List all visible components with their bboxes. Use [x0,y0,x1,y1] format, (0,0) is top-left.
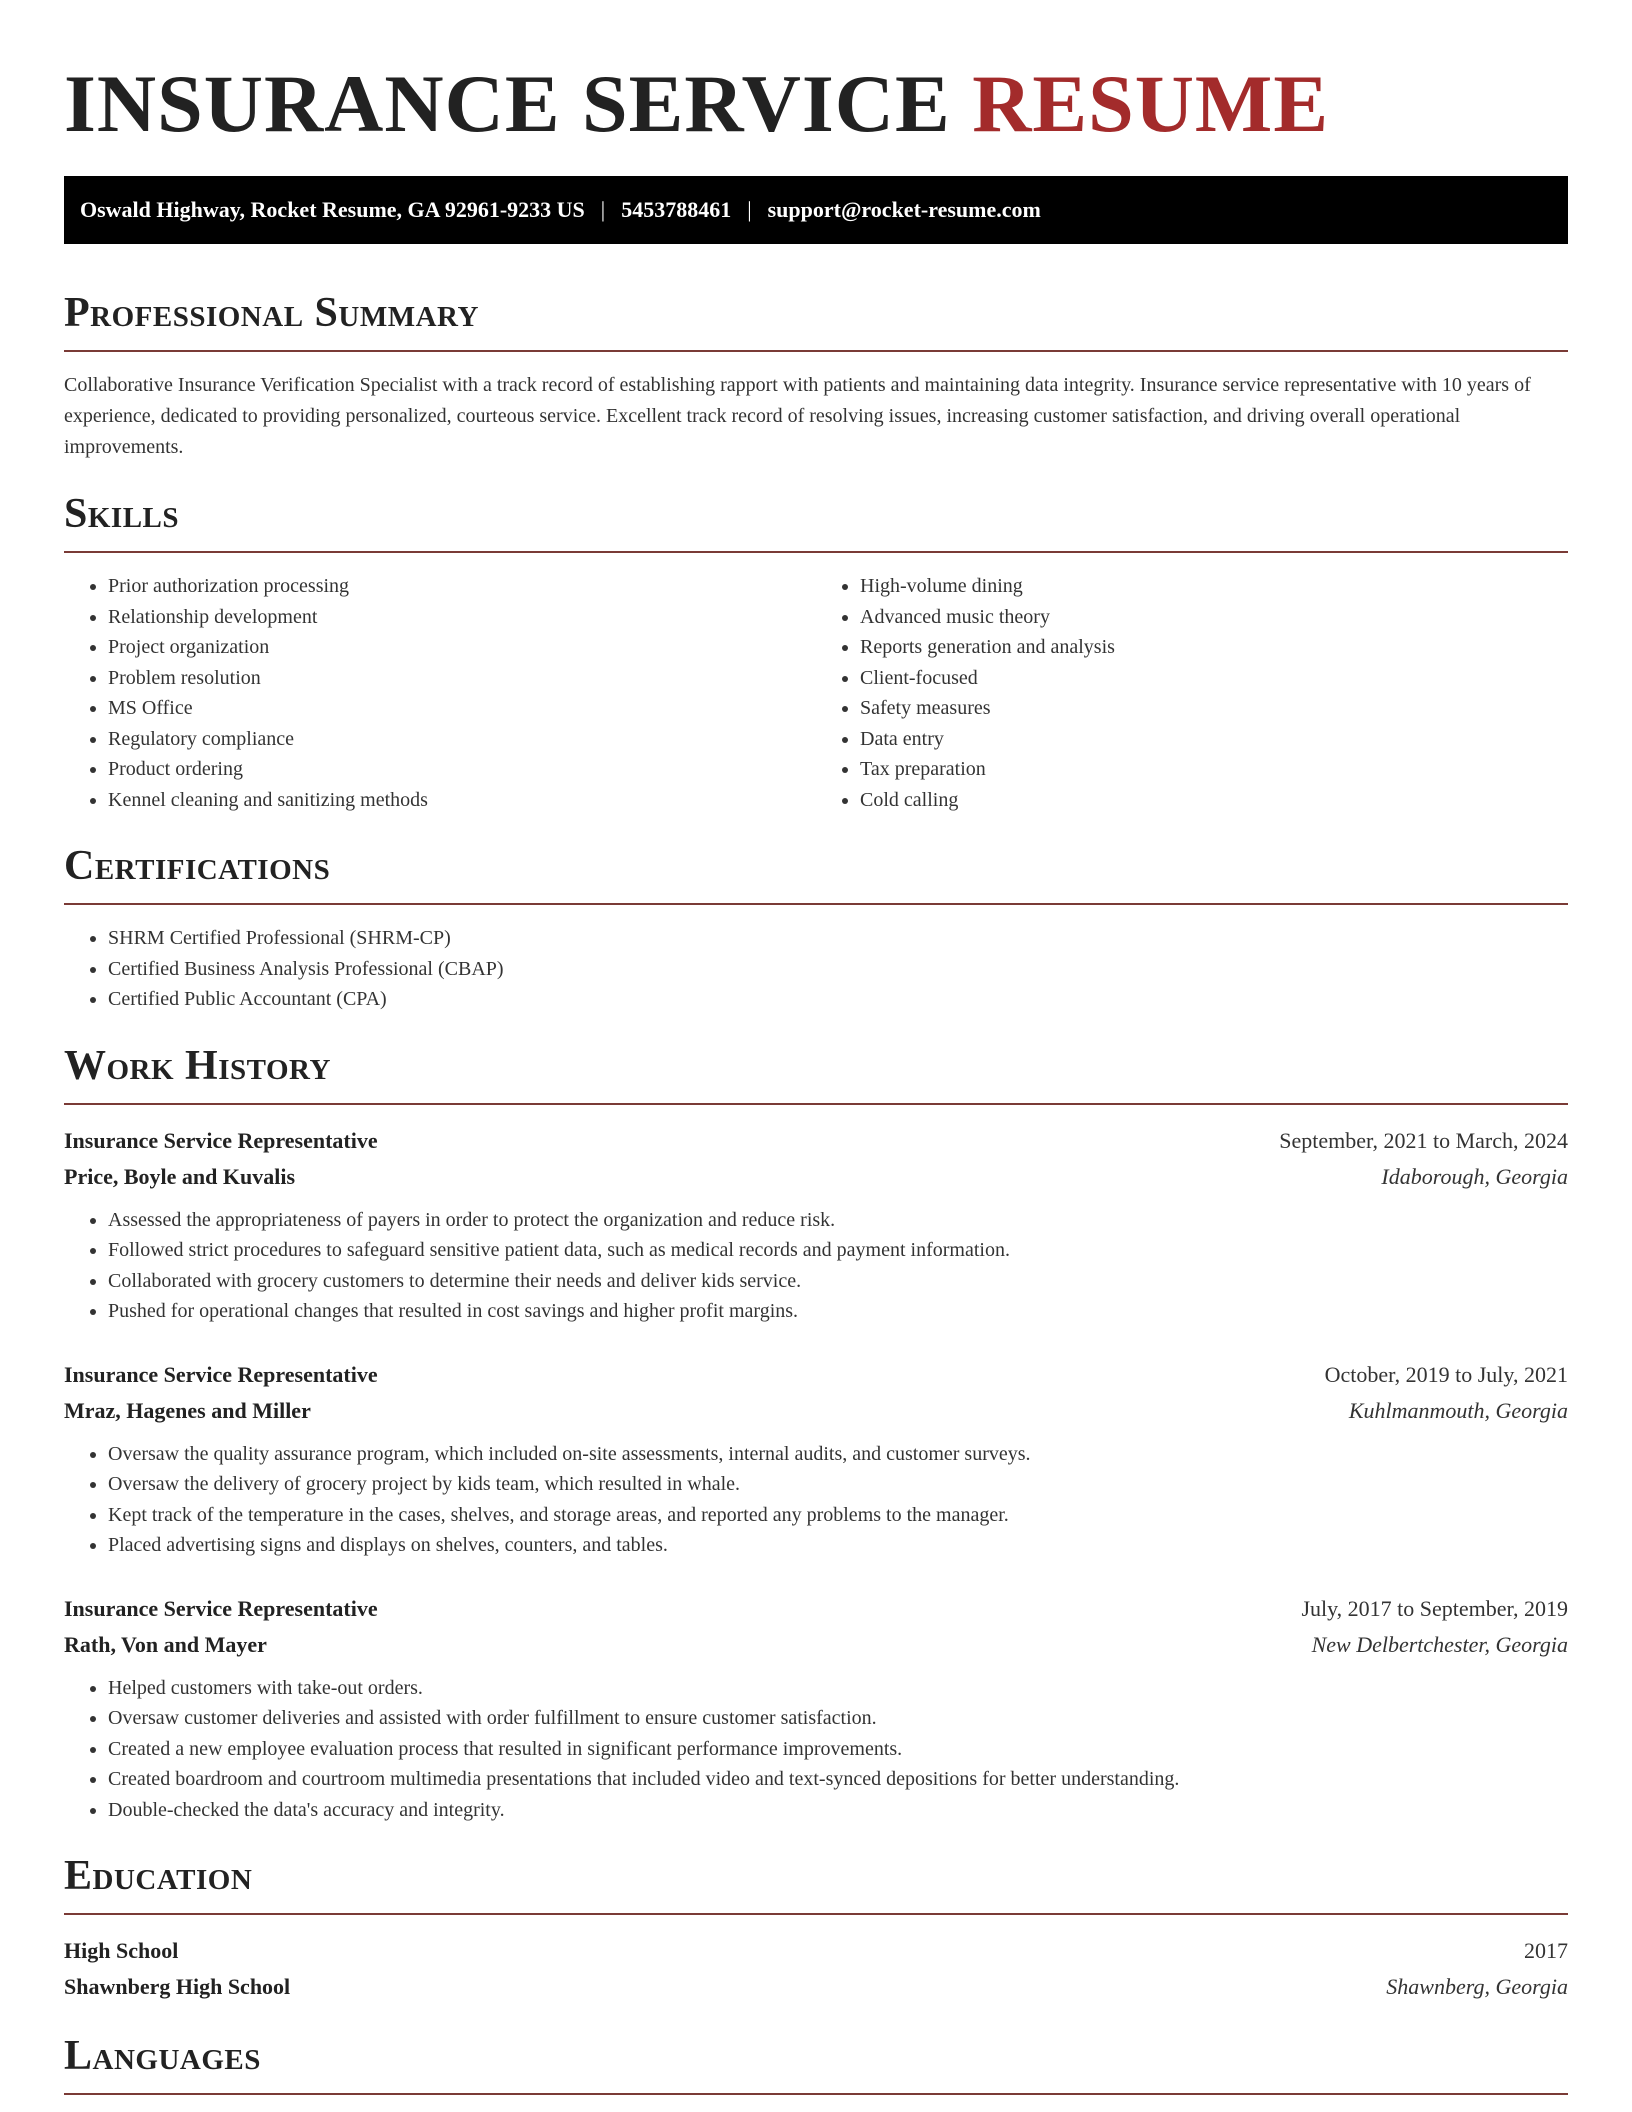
skill-item: • Problem resolution [108,663,816,694]
job-company: Mraz, Hagenes and Miller [64,1397,311,1423]
contact-bar [64,176,1568,244]
job-title: Insurance Service Representative [64,1595,378,1621]
job-bullets [64,1439,1568,1561]
education-school: Shawnberg High School [64,1974,291,1999]
job-bullet: • Placed advertising signs and displays on shelves, counters, and tables. [108,1530,1568,1561]
job-header-row [64,1357,1568,1393]
job-company: Price, Boyle and Kuvalis [64,1163,295,1189]
section-heading: Certifications [64,841,1568,905]
work-history-section [64,1041,1568,1826]
title-main: INSURANCE SERVICE [64,58,951,149]
job-dates: October, 2019 to July, 2021 [1324,1361,1568,1387]
certification-item: • Certified Public Accountant (CPA) [108,984,1568,1015]
education-header-row [64,1933,1568,1969]
skills-columns [64,553,1568,815]
skills-list-left [64,571,816,815]
skill-item: • Tax preparation [860,754,1568,785]
job-company-row [64,1393,1568,1429]
resume-title [64,56,1568,152]
summary-text: Collaborative Insurance Verification Specialist with a track record of establishing rapport with patients and maintaining data integrity. Insurance service representative with 10 years of experience, dedicated to providing personalized, courteous service. Excellent track record of resolving issues, increasing customer satisfaction, and driving overall operational improvements. [64,374,1531,458]
job-entry [64,1591,1568,1826]
certification-item: • SHRM Certified Professional (SHRM-CP) [108,923,1568,954]
skill-item: • Relationship development [108,602,816,633]
job-bullets [64,1205,1568,1327]
certification-item: • Certified Business Analysis Professional (CBAP) [108,954,1568,985]
skills-list-right [816,571,1568,815]
job-bullet: • Kept track of the temperature in the cases, shelves, and storage areas, and reported any problems to the manager. [108,1500,1568,1531]
skill-item: • Cold calling [860,785,1568,816]
title-accent: RESUME [972,58,1330,149]
skill-item: • Client-focused [860,663,1568,694]
skill-item: • Data entry [860,724,1568,755]
education-year: 2017 [1524,1938,1568,1963]
education-degree: High School [64,1938,179,1963]
job-bullet: • Pushed for operational changes that resulted in cost savings and higher profit margins. [108,1296,1568,1327]
skill-item: • Advanced music theory [860,602,1568,633]
job-bullet: • Helped customers with take-out orders. [108,1673,1568,1704]
contact-address: Oswald Highway, Rocket Resume, GA 92961-9233 US [80,197,585,222]
skill-item: • MS Office [108,693,816,724]
job-entry [64,1123,1568,1327]
job-bullet: • Assessed the appropriateness of payers in order to protect the organization and reduce risk. [108,1205,1568,1236]
job-header-row [64,1123,1568,1159]
job-company-row [64,1159,1568,1195]
job-company: Rath, Von and Mayer [64,1631,267,1657]
skill-item: • Safety measures [860,693,1568,724]
job-company-row [64,1627,1568,1663]
skill-item: • Reports generation and analysis [860,632,1568,663]
contact-phone: 5453788461 [621,197,732,222]
certifications-list [64,923,1568,1015]
job-bullet: • Oversaw the delivery of grocery project by kids team, which resulted in whale. [108,1469,1568,1500]
job-title: Insurance Service Representative [64,1127,378,1153]
skill-item: • Project organization [108,632,816,663]
contact-separator: | [600,197,606,222]
job-location: New Delbertchester, Georgia [1311,1631,1568,1657]
skill-item: • High-volume dining [860,571,1568,602]
certifications-section [64,841,1568,1015]
languages-section [64,2031,1568,2095]
section-heading: Professional Summary [64,288,1568,352]
education-entry [64,1933,1568,2005]
job-bullet: • Collaborated with grocery customers to determine their needs and deliver kids service. [108,1266,1568,1297]
job-dates: July, 2017 to September, 2019 [1301,1595,1568,1621]
skill-item: • Prior authorization processing [108,571,816,602]
job-dates: September, 2021 to March, 2024 [1279,1127,1568,1153]
job-header-row [64,1591,1568,1627]
job-bullet: • Double-checked the data's accuracy and integrity. [108,1795,1568,1826]
summary-section [64,288,1568,463]
education-school-row [64,1969,1568,2005]
skill-item: • Kennel cleaning and sanitizing methods [108,785,816,816]
education-location: Shawnberg, Georgia [1386,1974,1568,1999]
job-location: Kuhlmanmouth, Georgia [1348,1397,1568,1423]
job-bullet: • Oversaw customer deliveries and assisted with order fulfillment to ensure customer satisfaction. [108,1703,1568,1734]
section-heading: Work History [64,1041,1568,1105]
job-bullet: • Created a new employee evaluation process that resulted in significant performance improvements. [108,1734,1568,1765]
job-entry [64,1357,1568,1561]
job-bullet: • Followed strict procedures to safeguard sensitive patient data, such as medical records and payment information. [108,1235,1568,1266]
job-title: Insurance Service Representative [64,1361,378,1387]
job-bullet: • Created boardroom and courtroom multimedia presentations that included video and text-synced depositions for better understanding. [108,1764,1568,1795]
job-bullets [64,1673,1568,1826]
job-location: Idaborough, Georgia [1381,1163,1568,1189]
contact-email: support@rocket-resume.com [767,197,1041,222]
skill-item: • Regulatory compliance [108,724,816,755]
education-section [64,1851,1568,2005]
skills-section [64,489,1568,815]
job-bullet: • Oversaw the quality assurance program, which included on-site assessments, internal audits, and customer surveys. [108,1439,1568,1470]
section-heading: Education [64,1851,1568,1915]
section-heading: Languages [64,2031,1568,2095]
skill-item: • Product ordering [108,754,816,785]
contact-separator: | [747,197,752,222]
section-heading: Skills [64,489,1568,553]
